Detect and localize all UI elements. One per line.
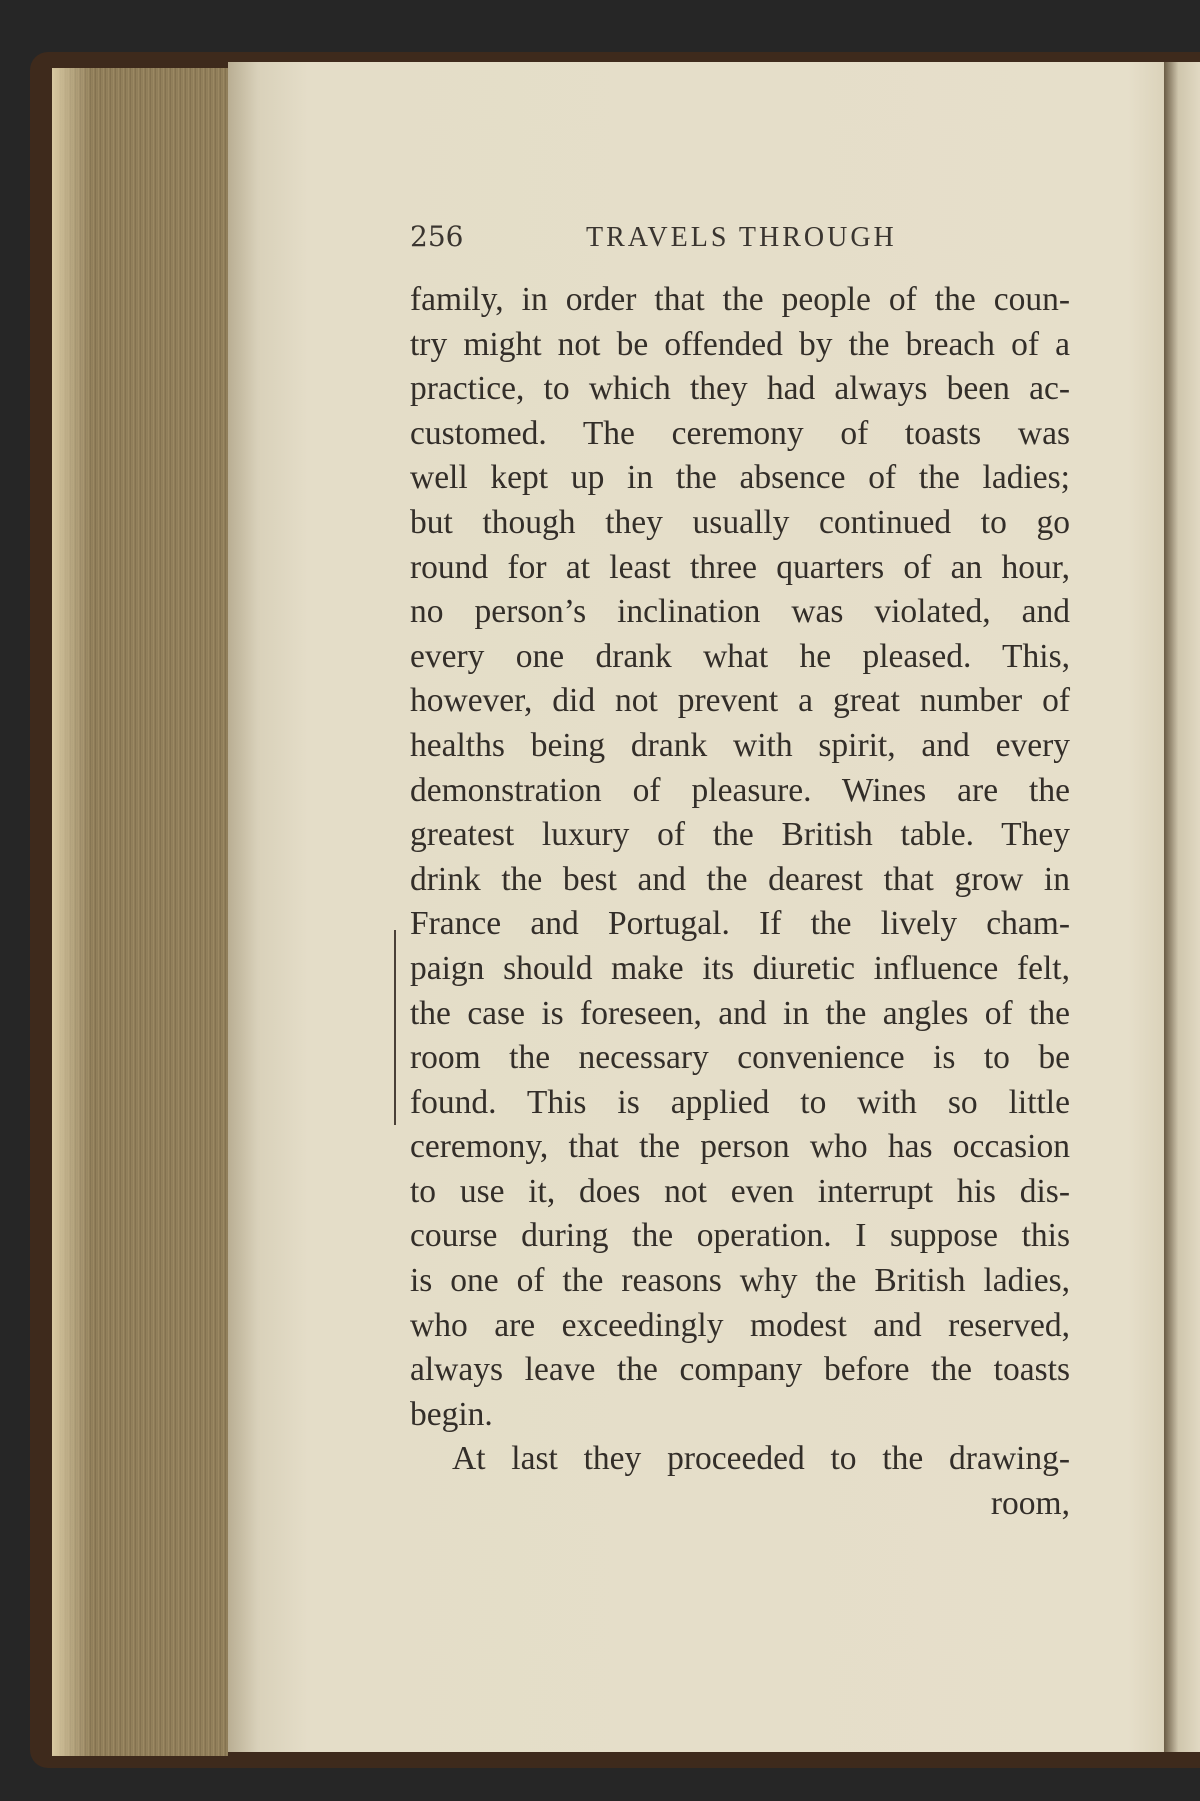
body-text — [410, 278, 1070, 1527]
text-line: drink the best and the dearest that grow in — [410, 860, 1070, 898]
running-head: TRAVELS THROUGH — [586, 222, 897, 253]
text-line: well kept up in the absence of the ladies; — [410, 459, 1070, 497]
text-line: healths being drank with spirit, and every — [410, 726, 1070, 764]
text-line: family, in order that the people of the coun- — [410, 281, 1070, 318]
text-line: greatest luxury of the British table. They — [410, 816, 1070, 854]
text-line: customed. The ceremony of toasts was — [410, 414, 1070, 452]
text-line: every one drank what he pleased. This, — [410, 637, 1070, 675]
text-line: demonstration of pleasure. Wines are the — [410, 771, 1070, 809]
page-edges — [52, 68, 228, 1756]
text-line: but though they usually continued to go — [410, 503, 1070, 541]
text-line: no person’s inclination was violated, and — [410, 593, 1070, 631]
text-line: course during the operation. I suppose this — [410, 1217, 1070, 1255]
text-line: France and Portugal. If the lively cham- — [410, 905, 1070, 943]
text-line: to use it, does not even interrupt his dis- — [410, 1172, 1070, 1210]
catchword: room, — [990, 1485, 1070, 1523]
page-number: 256 — [410, 220, 464, 253]
book-gutter — [1164, 62, 1200, 1752]
text-line: found. This is applied to with so little — [410, 1083, 1070, 1121]
text-line: paign should make its diuretic influence felt, — [410, 949, 1070, 987]
text-line: however, did not prevent a great number of — [410, 682, 1070, 720]
text-line: is one of the reasons why the British ladies, — [410, 1262, 1070, 1300]
text-line: always leave the company before the toasts — [410, 1351, 1070, 1389]
text-line: the case is foreseen, and in the angles of the — [410, 994, 1070, 1032]
page-header — [410, 220, 1070, 270]
paragraph-start-line: At last they proceeded to the drawing- — [452, 1440, 1070, 1478]
text-line: practice, to which they had always been ac- — [410, 370, 1070, 408]
margin-pencil-mark — [394, 930, 396, 1125]
text-line: ceremony, that the person who has occasion — [410, 1128, 1070, 1166]
text-line: begin. — [410, 1395, 493, 1433]
text-line: who are exceedingly modest and reserved, — [410, 1306, 1070, 1344]
text-line: try might not be offended by the breach of a — [410, 325, 1070, 363]
text-line: room the necessary convenience is to be — [410, 1039, 1070, 1077]
text-line: round for at least three quarters of an hour, — [410, 548, 1070, 586]
